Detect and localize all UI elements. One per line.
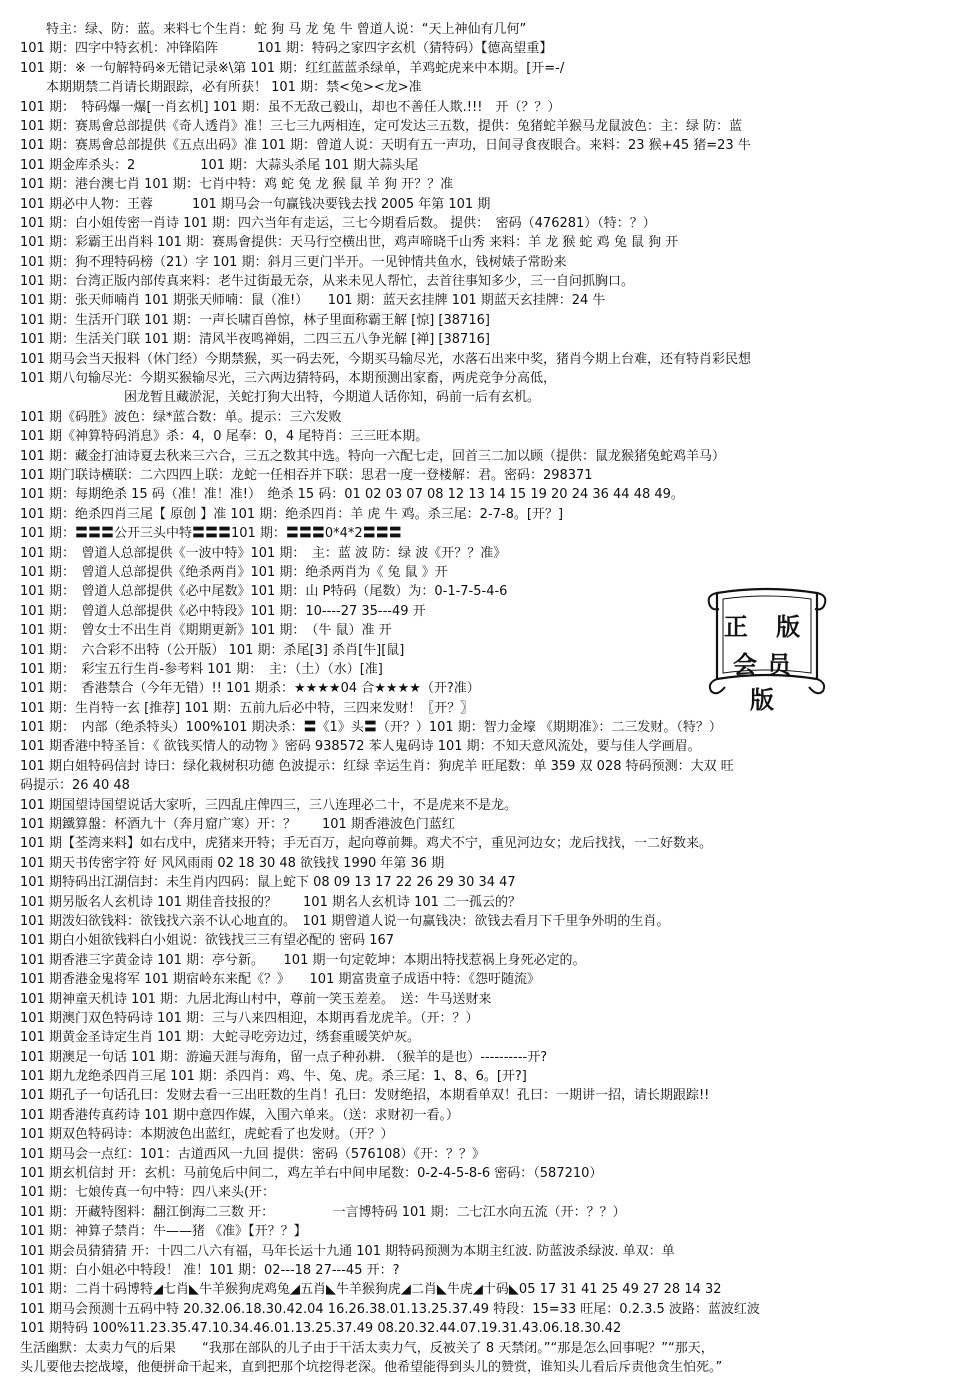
text-line: 101 期《神算特码消息》杀：4，0 尾奉：0，4 尾特肖：三三旺本期。: [20, 429, 429, 445]
text-line: 101 期：每期绝杀 15 码（准！准！准!） 绝杀 15 码：01 02 03 07 08 12 13 14 15 19 20 24 36 44 48 49。: [20, 487, 684, 503]
text-line: 101 期：赛馬會总部提供《奇人透肖》准！三七三九两相连，定可发达三五数，提供：兔猪蛇羊猴马龙鼠波色：主：绿 防：蓝: [20, 118, 743, 134]
text-line: 101 期【荃湾来料】如右戊中，虎猪来开特；手无百万，起向尊前舞。鸡犬不宁，重见河边女；龙后找找，一二好数来。: [20, 836, 712, 852]
text-line: 101 期国望诗国望说话大家听，三四乱庄俾四三，三八连理必二十，不是虎来不是龙。: [20, 797, 517, 813]
text-line: 101 期：藏金打油诗夏去秋来三六合，三五之数其中选。特向一六配七走，回首三二加以顾（提供：鼠龙猴猪兔蛇鸡羊马）: [20, 448, 725, 464]
text-line: 101 期： 六合彩不出特（公开版） 101 期：杀尾[3] 杀肖[牛][鼠]: [20, 642, 405, 658]
text-line: 101 期：港台澳七肖 101 期：七肖中特：鸡 蛇 兔 龙 猴 鼠 羊 狗 开？？准: [20, 177, 454, 193]
text-line: 101 期黄金圣诗定生肖 101 期：大蛇寻吃旁边过，绣套重暖笑炉灰。: [20, 1030, 421, 1046]
text-line: 本期期禁二肖请长期跟踪，必有所获！ 101 期：禁<兔><龙>准: [20, 80, 422, 96]
text-line: 101 期《码胜》波色：绿*蓝合数：单。提示：三六发败: [20, 409, 342, 425]
text-line: 101 期：绝杀四肖三尾【 原创 】准 101 期：绝杀四肖：羊 虎 牛 鸡。杀三尾：2-7-8。[开？]: [20, 506, 564, 522]
text-line: 101 期：狗不理特码榜（21）字 101 期：斜月三更门半开。一见钟情共鱼水，钱树婊子常盼来: [20, 254, 567, 270]
text-line: 101 期香港传真药诗 101 期中意四作媒，入围六单来。（送：求财初一看。）: [20, 1107, 460, 1123]
text-line: 101 期泼妇欲钱料：欲钱找六亲不认心地直的。 101 期曾道人说一句赢钱决：欲钱去看月下千里争外明的生肖。: [20, 913, 670, 929]
text-line: 特主：绿、防：蓝。来料七个生肖：蛇 狗 马 龙 兔 牛 曾道人说：“天上神仙有几何”: [20, 22, 527, 37]
text-line: 101 期：二肖十码博特◢七肖◣牛羊猴狗虎鸡兔◢五肖◣牛羊猴狗虎◢二肖◣牛虎◢十码◣05 17 31 41 25 49 27 28 14 32: [20, 1282, 722, 1298]
text-line: 101 期马会一点红：101：古道西风一九回 提供：密码（576108）《开：？？》: [20, 1146, 486, 1162]
text-line: 101 期另版名人玄机诗 101 期佳音技报的？ 101 期名人玄机诗 101 二一孤云的？: [20, 894, 522, 910]
text-line: 101 期：生肖特一玄 [推荐] 101 期：五前九后必中特，三四来发财！〖开？〗: [20, 700, 474, 716]
text-line: 101 期八句输尽光：今期买猴输尽光，三六两边猜特码，本期预测出家畜，两虎竞争分高低，: [20, 371, 556, 387]
text-line: 101 期九龙绝杀四肖三尾 101 期：杀四肖：鸡、牛、兔、虎。杀三尾：1、8、6。[开?]: [20, 1069, 527, 1085]
text-line: 101 期白姐特码信封 诗曰：绿化栽树积功德 色波提示：红绿 幸运生肖：狗虎羊 旺尾数：单 359 双 028 特码预测：大双 旺: [20, 758, 734, 774]
text-line: 101 期： 曾道人总部提供《必中特段》101 期：10----27 35---49 开: [20, 603, 426, 619]
text-line: 101 期澳足一句话 101 期：游遍天涯与海角，留一点子种孙耕. （猴羊的是也）----------开?: [20, 1049, 548, 1065]
text-line: 101 期： 曾道人总部提供《绝杀两肖》101 期：绝杀两肖为《 兔 鼠 》开: [20, 564, 448, 580]
text-line: 头儿要他去挖战壕，他便拼命干起来，直到把那个坑挖得老深。他希望能得到头儿的赞赏，谁知头儿看后斥责他贪生怕死。”: [20, 1359, 723, 1375]
text-line: 101 期： 特码爆一爆[一肖玄机] 101 期：虽不无敌己毅山，却也不善任人欺.!!! 开（？？）: [20, 99, 561, 115]
text-line: 101 期：四字中特玄机：冲锋陷阵 101 期：特码之家四字玄机（猜特码）【德高望重】: [20, 41, 553, 57]
text-line: 101 期：※ 一句解特码※无错记录※\第 101 期：红红蓝蓝杀绿单，羊鸡蛇虎来中本期。[开=-/: [20, 60, 565, 76]
text-line: 101 期孔子一句话孔曰：发财去看一三出旺数的生肖！孔曰：发财绝招，本期看单双！孔曰：一期讲一招，请长期跟踪!!: [20, 1088, 710, 1104]
text-line: 101 期： 内部（绝杀特头）100%101 期决杀：〓《1》头〓（开？）101 期：智力金壕 《期期准》：二三发财。（特？）: [20, 720, 722, 736]
text-line: 101 期香港金鬼将军 101 期宿岭东来配《？》 101 期富贵童子成语中特：《怨吁随流》: [20, 972, 540, 988]
text-line: 码提示：26 40 48: [20, 778, 130, 794]
text-line: 101 期特码 100%11.23.35.47.10.34.46.01.13.25.37.49 08.20.32.44.07.19.31.43.06.18.30.42: [20, 1321, 622, 1337]
text-line: 101 期金库杀头：2 101 期：大蒜头杀尾 101 期大蒜头尾: [20, 157, 419, 173]
text-line: 101 期： 香港禁合（今年无错）!! 101 期杀：★★★★04 合★★★★（开?准）: [20, 681, 480, 697]
text-line: 101 期： 曾道人总部提供《必中尾数》101 期：山 P特码（尾数）为：0-1-7-5-4-6: [20, 584, 508, 600]
text-line: 101 期特码出江湖信封：未生肖内四码：鼠上蛇下 08 09 13 17 22 26 29 30 34 47: [20, 875, 516, 891]
text-line: 101 期马会预测十五码中特 20.32.06.18.30.42.04 16.26.38.01.13.25.37.49 特段：15=33 旺尾：0.2.3.5 波路：蓝波红波: [20, 1301, 760, 1317]
stamp-line-2: 会员版: [733, 650, 801, 714]
text-line: 101 期：神算子禁肖：牛——猪 《准》【开？？】: [20, 1224, 307, 1240]
text-line: 101 期必中人物：王蓉 101 期马会一句赢钱决要钱去找 2005 年第 101 期: [20, 196, 491, 212]
stamp-line-1: 正 版: [723, 612, 811, 641]
text-line: 困龙暂且藏淤泥，关蛇打狗大出特，今期道人话你知，码前一后有玄机。: [20, 390, 541, 406]
official-stamp: [703, 583, 831, 714]
text-line: 101 期香港中特圣旨：《 欲钱买情人的动物 》密码 938572 苯人鬼码诗 101 期：不知天意风流处，要与佳人学画眉。: [20, 739, 701, 755]
text-line: 101 期： 曾女士不出生肖《期期更新》101 期： （牛 鼠）准 开: [20, 623, 392, 639]
text-line: 101 期玄机信封 开：玄机：马前兔后中间二，鸡左羊右中间申尾数：0-2-4-5-8-6 密码：（587210）: [20, 1166, 603, 1182]
text-line: 101 期：开藏特图料：翻江倒海二三数 开： 一言博特码 101 期：二七江水向五流（开：？？）: [20, 1204, 626, 1220]
text-line: 101 期：白小姐传密一肖诗 101 期：四六当年有走运，三七今期看后数。 提供： 密码（476281）（特：？）: [20, 215, 656, 231]
text-line: 101 期：台湾正版内部传真来料：老牛过街最无奈，从来未见人帮忙，去首往事知多少，三一自问抓胸口。: [20, 274, 634, 290]
text-line: 101 期会员猜猜猜 开：十四二八六有福，马年长运十九通 101 期特码预测为本期主红波. 防蓝波杀绿波. 单双：单: [20, 1243, 675, 1259]
text-line: 101 期：彩霸王出肖料 101 期：赛馬會提供：天马行空横出世，鸡声啼晓千山秀 来料：羊 龙 猴 蛇 鸡 兔 鼠 狗 开: [20, 235, 679, 251]
text-line: 101 期：〓〓〓公开三头中特〓〓〓101 期：〓〓〓0*4*2〓〓〓: [20, 526, 402, 542]
text-line: 101 期：赛馬會总部提供《五点出码》准 101 期：曾道人说：天明有五一声功，日间寻食夜眼合。来料：23 猴+45 猪=23 牛: [20, 138, 751, 154]
text-line: 101 期天书传密字符 好 风风雨雨 02 18 30 48 欲钱找 1990 年第 36 期: [20, 855, 445, 871]
text-line: 101 期神童天机诗 101 期：九居北海山村中，尊前一笑玉差差。 送：牛马送财来: [20, 991, 492, 1007]
text-line: 101 期：白小姐必中特段！ 准！101 期：02---18 27---45 开：?: [20, 1263, 400, 1278]
text-line: 101 期香港三字黄金诗 101 期：亭兮新。 101 期一句定乾坤：本期出特找惹祸上身死必定的。: [20, 952, 586, 968]
text-line: 101 期门联诗横联：二六四四上联：龙蛇一任相吞并下联：思君一度一登楼解：君。密码：298371: [20, 467, 593, 483]
text-line: 101 期：张天师喃肖 101 期张天师喃：鼠（准!） 101 期：蓝天玄挂牌 101 期蓝天玄挂牌：24 牛: [20, 293, 606, 309]
text-line: 101 期白小姐欲钱料白小姐说：欲钱找三三有望必配的 密码 167: [20, 933, 395, 949]
text-line: 101 期：七娘传真一句中特：四八来头(开：: [20, 1185, 276, 1201]
text-line: 101 期：生活开门联 101 期：一声长啸百兽惊，林子里面称霸王解 [惊] [38716]: [20, 312, 490, 328]
text-line: 101 期： 曾道人总部提供《一波中特》101 期： 主：蓝 波 防：绿 波《开？？准》: [20, 545, 507, 561]
text-line: 101 期澳门双色特码诗 101 期：三与八来四相迎，本期再看龙虎羊。（开：？）: [20, 1010, 479, 1026]
text-line: 101 期鐵算盤：杯酒九十（奔月窟广寒）开：？ 101 期香港波色门蓝红: [20, 817, 455, 833]
text-line: 101 期马会当天报料（休门经）今期禁猴，买一码去死，今期买马输尽光，水落石出来中奖，猪肖今期上台难，还有特肖彩民想: [20, 351, 751, 367]
text-line: 101 期双色特码诗：本期波色出蓝红，虎蛇看了也发财。（开？）: [20, 1127, 394, 1143]
text-line: 101 期： 彩宝五行生肖-参考料 101 期： 主：（土）（水）[准]: [20, 661, 383, 677]
text-line: 生活幽默：太卖力气的后果 “我那在部队的儿子由于干活太卖力气，反被关了 8 天禁闭。”“那是怎么回事呢？”“那天，: [20, 1340, 714, 1356]
text-line: 101 期：生活关门联 101 期：清风半夜鸣禅娟，二四三五八争光解 [禅] [38716]: [20, 332, 490, 348]
